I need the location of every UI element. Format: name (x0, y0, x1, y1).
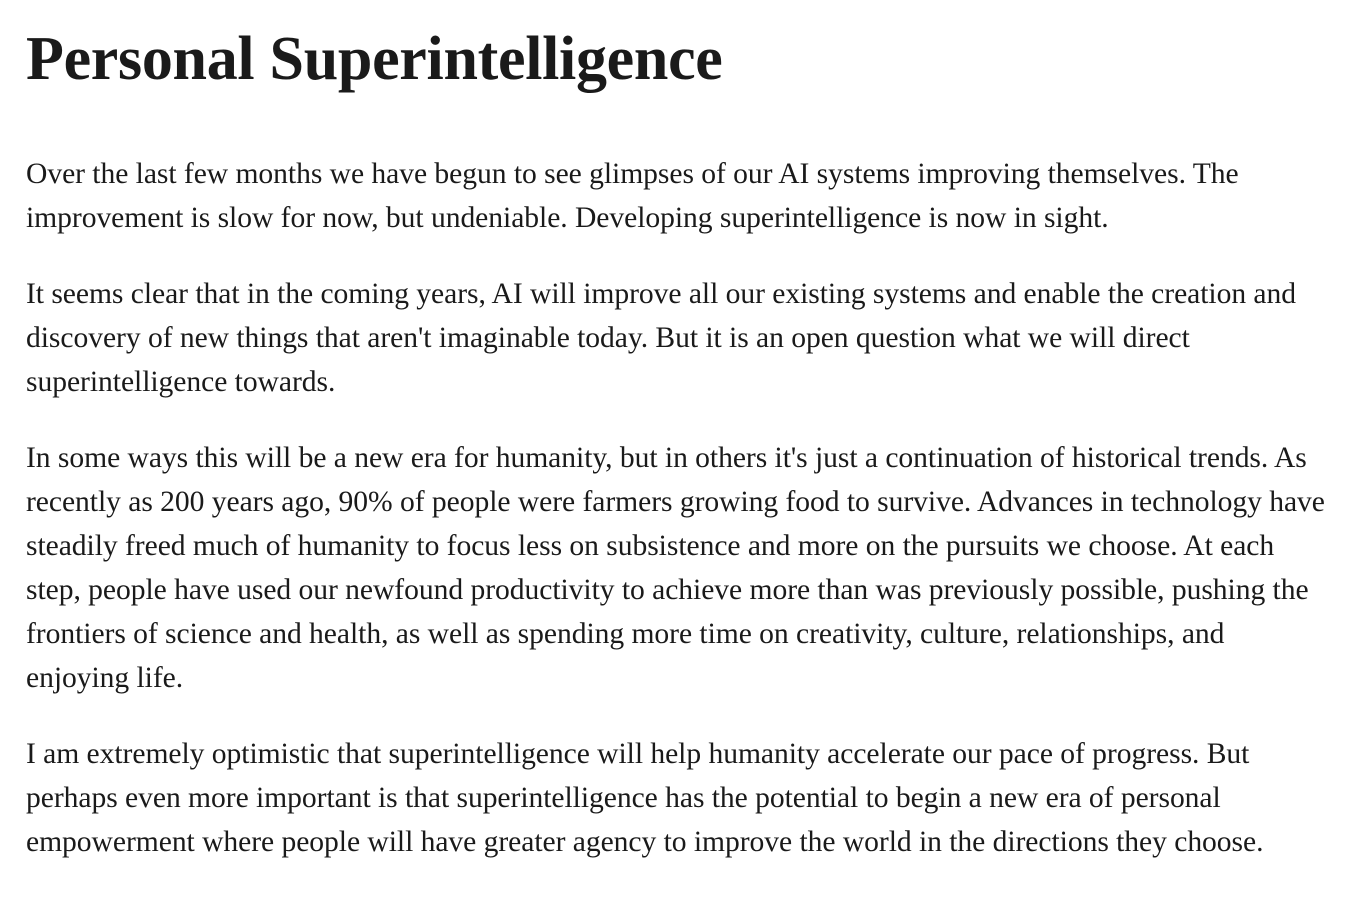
paragraph-3: In some ways this will be a new era for humanity, but in others it's just a continuation of historical trends. As recently as 200 years ago, 90% of people were farmers growing food to survive. Advances in technology have steadily freed much of humanity to focus less on subsistence and more on the pursuits we choose. At each step, people have used our newfound productivity to achieve more than was previously possible, pushing the frontiers of science and health, as well as spending more time on creativity, culture, relationships, and enjoying life. (26, 442, 1325, 694)
paragraph-2: It seems clear that in the coming years, AI will improve all our existing systems and enable the creation and discovery of new things that aren't imaginable today. But it is an open question what we will direct superintelligence towards. (26, 278, 1297, 398)
paragraph-1: Over the last few months we have begun to see glimpses of our AI systems improving themselves. The improvement is slow for now, but undeniable. Developing superintelligence is now in sight. (26, 158, 1239, 234)
page-title: Personal Superintelligence (26, 25, 723, 93)
paragraph-4: I am extremely optimistic that superintelligence will help humanity accelerate our pace of progress. But perhaps even more important is that superintelligence has the potential to begin a new era of personal empowerment where people will have greater agency to improve the world in the directions they choose. (26, 738, 1264, 858)
